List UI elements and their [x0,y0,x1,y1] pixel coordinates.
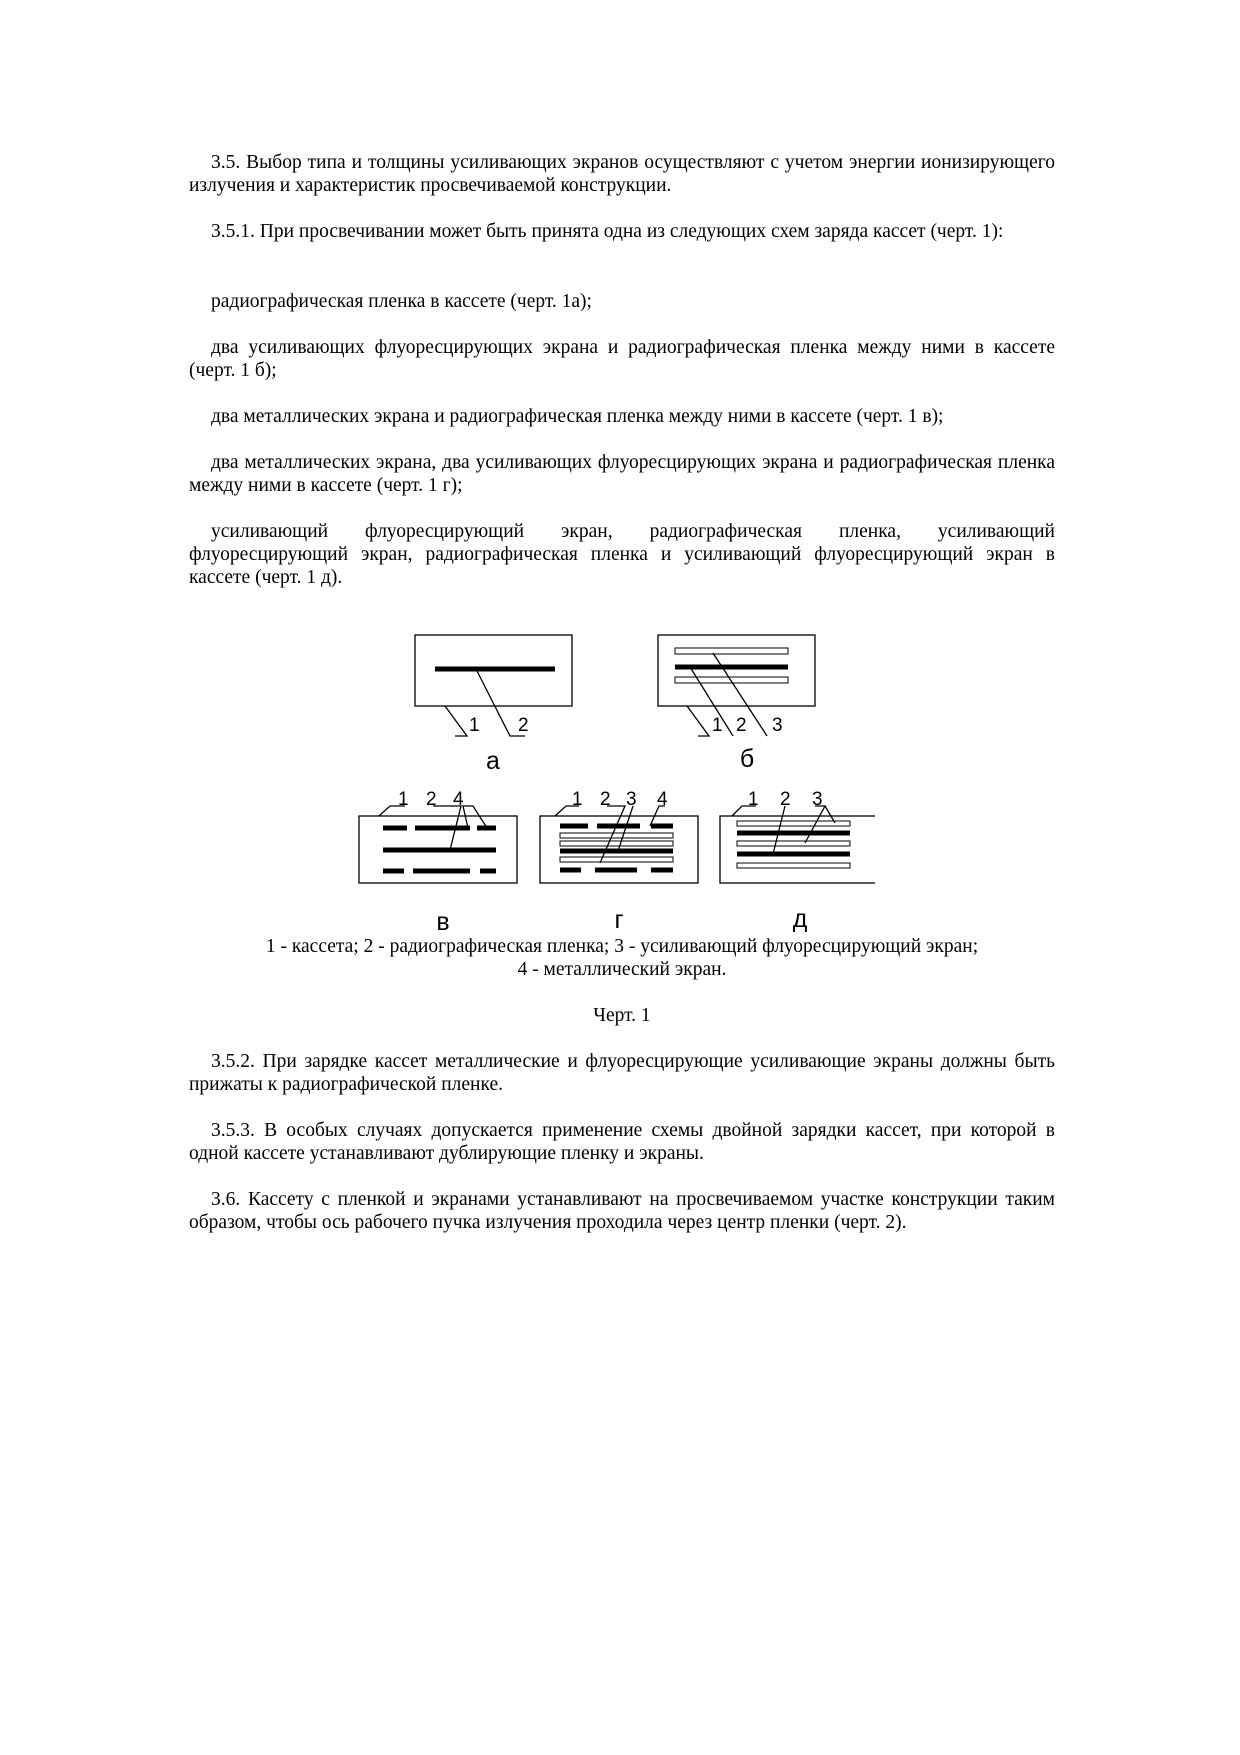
panel-d-number-2: 2 [780,789,791,810]
panel-a-number-1: 1 [469,715,480,736]
panel-b-number-3: 3 [772,715,783,736]
figure-legend-line-2: 4 - металлический экран. [517,959,727,980]
panel-g-letter: г [614,906,624,934]
panel-b-number-2: 2 [736,715,747,736]
panel-d-fluor-screen-2 [737,841,850,846]
panel-v [359,789,517,936]
panel-d-letter: д [792,905,808,933]
panel-b [658,635,815,773]
panel-g-fluor-screen-top-2 [560,841,673,846]
paragraph-3-5-2: 3.5.2. При зарядке кассет металлические и флуоресцирующие усиливающие экраны должны быть прижаты к радиографической пленке. [189,1051,1055,1095]
panel-d-number-3: 3 [812,789,823,810]
paragraph-scheme-v: два металлических экрана и радиографическая пленка между ними в кассете (черт. 1 в); [211,406,944,427]
paragraph-scheme-g: два металлических экрана, два усиливающих флуоресцирующих экрана и радиографическая пленка между ними в кассете (черт. 1 г); [189,452,1055,496]
panel-g-number-4: 4 [657,789,668,810]
panel-d [720,789,875,933]
panel-g-fluor-screen-top [560,833,673,838]
figure-caption: Черт. 1 [593,1005,651,1026]
paragraph-scheme-a: радиографическая пленка в кассете (черт. 1а); [211,291,592,312]
panel-a-number-2: 2 [518,715,529,736]
panel-d-leader-3b [825,806,835,823]
paragraph-3-5: 3.5. Выбор типа и толщины усиливающих экранов осуществляют с учетом энергии ионизирующего излучения и характеристик просвечиваемой конструкции. [189,152,1055,196]
figure-legend-line-1: 1 - кассета; 2 - радиографическая пленка; 3 - усиливающий флуоресцирующий экран; [265,936,979,957]
panel-b-cassette [658,635,815,706]
panel-b-leader-1 [687,706,709,736]
panel-g-number-1: 1 [572,789,583,810]
paragraph-3-5-3: 3.5.3. В особых случаях допускается применение схемы двойной зарядки кассет, при которой в одной кассете устанавливают дублирующие пленку и экраны. [189,1120,1055,1164]
paragraph-3-5-1: 3.5.1. При просвечивании может быть принята одна из следующих схем заряда кассет (черт. 1): [211,221,1004,242]
panel-b-number-1: 1 [712,715,723,736]
panel-g-number-2: 2 [600,789,611,810]
panel-v-letter: в [436,908,450,936]
panel-v-number-1: 1 [398,789,409,810]
panel-g-leader-2 [600,806,625,863]
panel-g-fluor-screen-bottom [560,857,673,862]
panel-d-fluor-screen-3 [737,863,850,868]
panel-a-leader-1 [445,706,467,736]
panel-d-leader-2 [773,806,785,854]
panel-d-number-1: 1 [748,789,759,810]
cassette-diagram [355,625,875,950]
paragraph-scheme-b: два усиливающих флуоресцирующих экрана и радиографическая пленка между ними в кассете (черт. 1 б); [189,337,1055,381]
panel-d-fluor-screen-1 [737,821,850,826]
paragraph-scheme-d: усиливающий флуоресцирующий экран, радиографическая пленка, усиливающий флуоресцирующий экран, радиографическая пленка и усиливающий флуоресцирующий экран в кассете (черт. 1 д). [189,521,1055,588]
panel-g-number-3: 3 [626,789,637,810]
panel-a-letter: а [486,747,500,775]
panel-d-leader-3 [805,806,825,843]
panel-b-screen-top [675,648,788,654]
paragraph-3-6: 3.6. Кассету с пленкой и экранами устанавливают на просвечиваемом участке конструкции таким образом, чтобы ось рабочего пучка излучения проходила через центр пленки (черт. 2). [189,1189,1055,1233]
panel-v-leader-4 [463,806,487,828]
panel-g [540,789,698,934]
panel-v-number-4: 4 [453,789,464,810]
panel-v-number-2: 2 [426,789,437,810]
panel-a [415,635,572,775]
panel-b-letter: б [739,745,755,773]
